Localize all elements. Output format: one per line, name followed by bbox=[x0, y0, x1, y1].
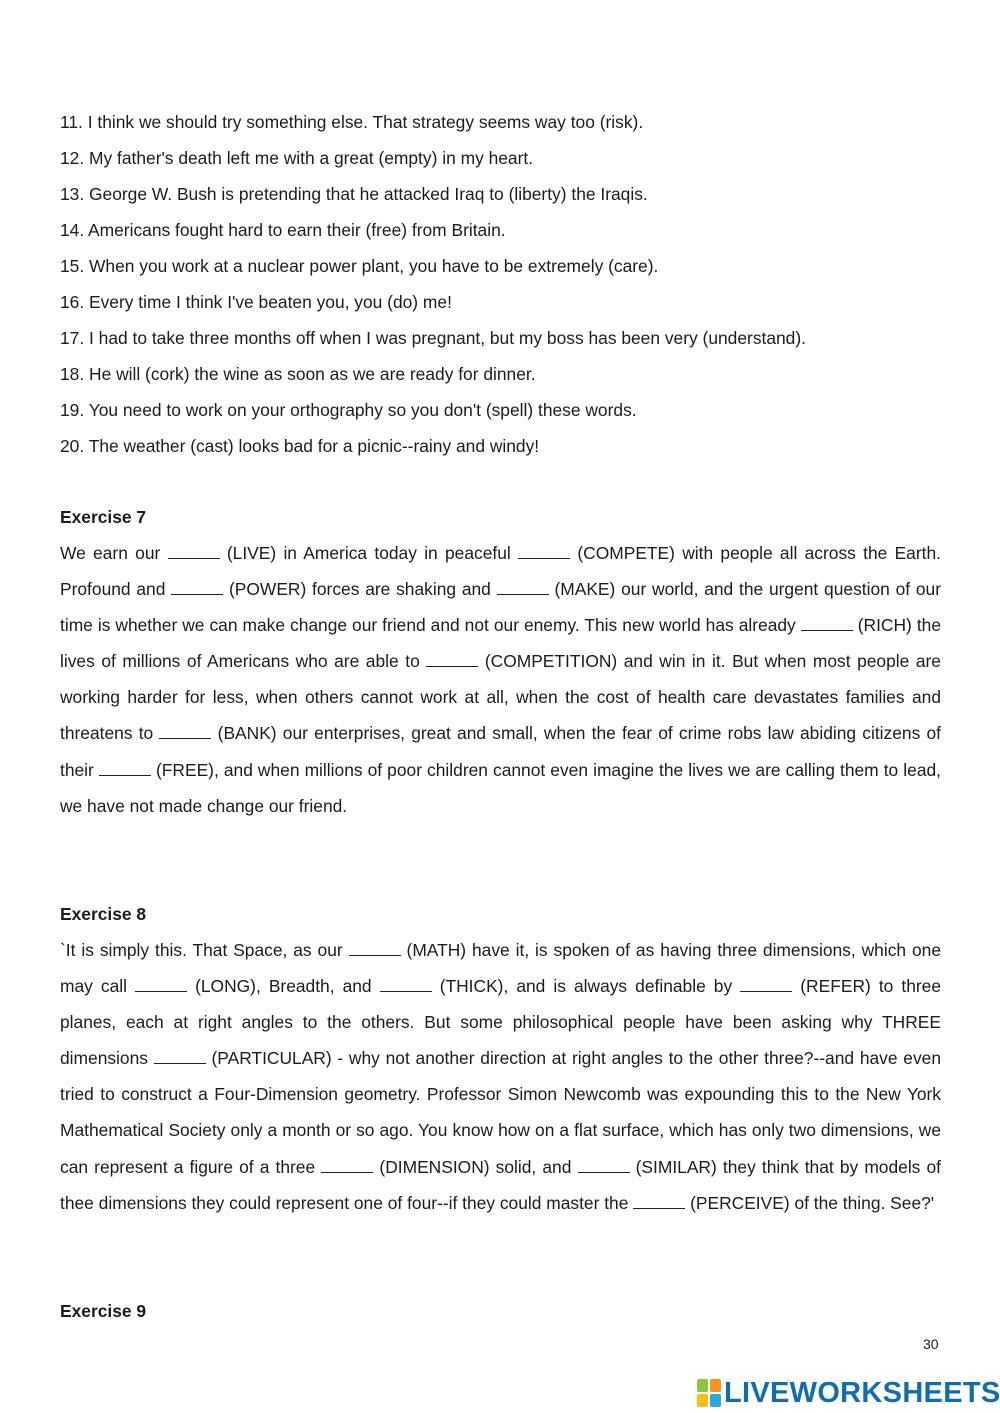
sentence-list bbox=[60, 104, 940, 464]
answer-blank[interactable] bbox=[171, 582, 223, 595]
sentence-18: 18. He will (cork) the wine as soon as we are ready for dinner. bbox=[60, 364, 536, 384]
logo-square-orange bbox=[710, 1379, 721, 1392]
sentence-20: 20. The weather (cast) looks bad for a picnic--rainy and windy! bbox=[60, 436, 540, 456]
answer-blank[interactable] bbox=[518, 546, 570, 559]
answer-blank[interactable] bbox=[426, 654, 478, 667]
answer-blank[interactable] bbox=[633, 1196, 685, 1209]
text-segment: (BANK) our enterprises, great and small, when the fear of crime robs law abiding citizens of their bbox=[60, 723, 941, 780]
exercise-8-paragraph bbox=[60, 932, 941, 1221]
logo-square-green bbox=[697, 1379, 708, 1392]
answer-blank[interactable] bbox=[154, 1051, 206, 1064]
answer-blank[interactable] bbox=[497, 582, 549, 595]
page-number: 30 bbox=[923, 1336, 939, 1352]
exercise-7-heading: Exercise 7 bbox=[60, 507, 147, 527]
text-segment: (FREE), and when millions of poor children cannot even imagine the lives we are calling them to lead, we have not made change our friend. bbox=[60, 759, 941, 816]
logo-square-yellow bbox=[697, 1394, 708, 1407]
text-segment: (PARTICULAR) - why not another direction at right angles to the other three?--and have even tried to construct a Four-Dimension geometry. Professor Simon Newcomb was expounding this to the New York Mathematical Society only a month or so ago. You know how on a flat surface, which has only two dimensions, we can represent a figure of a three bbox=[60, 1048, 941, 1177]
answer-blank[interactable] bbox=[380, 979, 432, 992]
text-segment: (REFER) to three planes, each at right angles to the others. But some philosophical people have been asking why THREE dimensions bbox=[60, 976, 942, 1069]
sentence-12: 12. My father's death left me with a great (empty) in my heart. bbox=[60, 148, 534, 168]
logo-square-blue bbox=[710, 1394, 721, 1407]
exercise-9-heading: Exercise 9 bbox=[60, 1301, 147, 1321]
answer-blank[interactable] bbox=[159, 726, 211, 739]
text-segment: (DIMENSION) solid, and bbox=[379, 1156, 572, 1177]
text-segment: (PERCEIVE) of the thing. See?' bbox=[690, 1192, 935, 1213]
text-segment: (LONG), Breadth, and bbox=[195, 976, 372, 997]
text-segment: (SIMILAR) they think that by models of thee dimensions they could represent one of four--if they could master the bbox=[60, 1156, 941, 1213]
sentence-19: 19. You need to work on your orthography so you don't (spell) these words. bbox=[60, 400, 637, 420]
exercise-7-paragraph bbox=[60, 535, 941, 824]
sentence-14: 14. Americans fought hard to earn their (free) from Britain. bbox=[60, 220, 506, 240]
liveworksheets-logo bbox=[697, 1376, 1000, 1410]
text-segment: (COMPETITION) and win in it. But when most people are working harder for less, when others cannot work at all, when the cost of health care devastates families and threatens to bbox=[60, 651, 941, 744]
text-segment: (RICH) the lives of millions of Americans who are able to bbox=[60, 615, 941, 672]
logo-mark-icon bbox=[697, 1379, 721, 1407]
sentence-15: 15. When you work at a nuclear power plant, you have to be extremely (care). bbox=[60, 256, 659, 276]
answer-blank[interactable] bbox=[168, 546, 220, 559]
text-segment: (MATH) have it, is spoken of as having three dimensions, which one may call bbox=[60, 940, 941, 997]
text-segment: (THICK), and is always definable by bbox=[439, 976, 733, 997]
sentence-13: 13. George W. Bush is pretending that he attacked Iraq to (liberty) the Iraqis. bbox=[60, 184, 648, 204]
answer-blank[interactable] bbox=[349, 943, 401, 956]
answer-blank[interactable] bbox=[321, 1160, 373, 1173]
text-segment: (LIVE) in America today in peaceful bbox=[226, 543, 511, 563]
text-segment: (MAKE) our world, and the urgent question of our time is whether we can make change our friend and not our enemy. This new world has already bbox=[60, 579, 942, 636]
text-segment: (POWER) forces are shaking and bbox=[228, 579, 491, 600]
answer-blank[interactable] bbox=[135, 979, 187, 992]
sentence-17: 17. I had to take three months off when I was pregnant, but my boss has been very (understand). bbox=[60, 328, 806, 348]
text-segment: (COMPETE) with people all across the Earth. Profound and bbox=[60, 543, 941, 600]
answer-blank[interactable] bbox=[801, 618, 853, 631]
exercise-8-heading: Exercise 8 bbox=[60, 904, 147, 924]
logo-text: LIVEWORKSHEETS bbox=[724, 1376, 1000, 1409]
sentence-16: 16. Every time I think I've beaten you, you (do) me! bbox=[60, 292, 452, 312]
text-segment: `It is simply this. That Space, as our bbox=[60, 940, 343, 960]
text-segment: We earn our bbox=[60, 543, 161, 563]
answer-blank[interactable] bbox=[578, 1160, 630, 1173]
sentence-11: 11. I think we should try something else. That strategy seems way too (risk). bbox=[60, 112, 644, 132]
answer-blank[interactable] bbox=[740, 979, 792, 992]
answer-blank[interactable] bbox=[99, 763, 151, 776]
